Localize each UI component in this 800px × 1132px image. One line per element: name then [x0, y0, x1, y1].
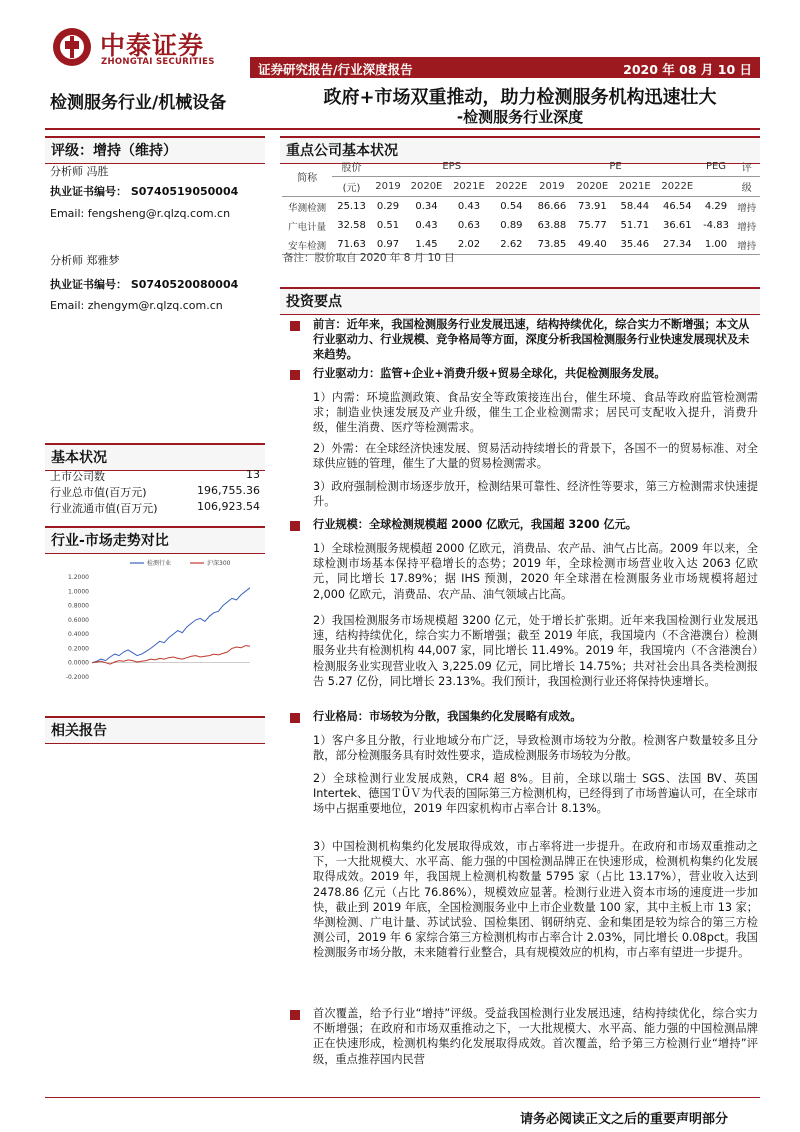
key-companies-title: 重点公司基本状况 [280, 136, 760, 164]
trend-chart [50, 555, 260, 690]
para-landscape-2: 2）全球检测行业发展成熟，CR4 超 8%。目前，全球以瑞士 SGS、法国 BV、英国 Intertek、德国ＴÜＶ为代表的国际第三方检测机构，已经得到了市场普遍认可，在全球市场中占据重要地位，2019 年四家机构市占率合计 8.13%。 [313, 772, 758, 816]
logo-text-cn: 中泰证券 [100, 31, 205, 60]
y-tick-label: 0.4000 [68, 631, 89, 639]
report-date: 2020 年 08 月 10 日 [623, 62, 752, 77]
analyst-2-email[interactable]: Email: zhengym@r.qlzq.com.cn [50, 299, 223, 312]
para-intro: 前言：近年来，我国检测服务行业发展迅速，结构持续优化，综合实力不断增强；本文从行业驱动力、行业规模、竞争格局等方面，深度分析我国检测服务行业快速发展现状及未来趋势。 [313, 318, 750, 362]
report-title: 政府+市场双重推动，助力检测服务机构迅速壮大 [323, 87, 717, 108]
para-landscape-3: 3）中国检测机构集约化发展取得成效，市占率将进一步提升。在政府和市场双重推动之下，一大批规模大、水平高、能力强的中国检测品牌正在快速形成，检测机构集约化发展取得成效。2019 年，我国规上检测机构数量 5795 家（占比 13.17%），营业收入达到 2478.86 亿元（占比 76.86%），规模效应显著。检测行业进入资本市场的速度进一步加快，截止到 2019 年底，全国检测服务业中上市企业数量 100 家，其中主板上市 13 家；华测检测、广电计量、苏试试验、国检集团、钢研纳克、金和集团是较为综合的第三方检测公司，2019 年 6 家综合第三方检测机构市占率合计 2.03%，同比增长 0.08pct。我国检测服务市场分散，未来随着行业整合，具有规模效应的机构，市占率有望进一步提升。 [313, 840, 758, 960]
report-type: 证券研究报告/行业深度报告 [258, 62, 413, 77]
col-abbr: 简称 [297, 173, 318, 184]
divider [45, 128, 760, 130]
legend-label: 检测行业 [147, 560, 172, 567]
rating-bar: 评级：增持（维持） [45, 136, 265, 164]
y-tick-label: 0.0000 [68, 659, 89, 667]
para-drivers-3: 3）政府强制检测市场逐步放开，检测结果可靠性、经济性等要求，第三方检测需求快速提升。 [313, 480, 758, 509]
para-landscape-1: 1）客户多且分散，行业地域分布广泛，导致检测市场较为分散。检测客户数量较多且分散，部分检测服务具有时效性要求，造成检测服务市场较为分散。 [313, 734, 758, 763]
industry-label: 检测服务行业/机械设备 [50, 93, 227, 113]
table-row: 华测检测 25.13 0.29 0.34 0.43 0.54 86.66 73.91 58.44 46.54 4.29 增持 [288, 201, 757, 214]
series-line [92, 588, 250, 663]
col-price: 股价 [341, 163, 362, 174]
para-scale-1: 1）全球检测服务规模超 2000 亿欧元，消费品、农产品、油气占比高。2009 年以来，全球检测市场基本保持平稳增长的态势；2019 年，全球检测市场营业收入达 2063 亿欧元，同比增长 17.89%；据 IHS 预测，2020 年全球潜在检测服务业市场规模将超过 2,000 亿欧元，消费品、农产品、油气领域占比高。 [313, 542, 758, 601]
trend-chart-title: 行业-市场走势对比 [45, 526, 265, 554]
para-rating: 首次覆盖，给予行业“增持”评级。受益我国检测行业发展迅速，结构持续优化，综合实力不断增强；在政府和市场双重推动之下，一大批规模大、水平高、能力强的中国检测品牌正在快速形成，检测机构集约化发展取得成效。首次覆盖，给予第三方检测行业“增持”评级，重点推荐国内民营 [313, 1007, 758, 1066]
investment-points-title: 投资要点 [280, 287, 760, 315]
analyst-1-email[interactable]: Email: fengsheng@r.qlzq.com.cn [50, 207, 231, 220]
table-note: 备注：股价取自 2020 年 8 月 10 日 [283, 252, 455, 264]
analyst-1-name: 分析师 冯胜 [50, 165, 109, 178]
analyst-2-name: 分析师 郑雅梦 [50, 254, 120, 267]
legend-label: 沪深300 [207, 560, 231, 567]
para-scale-2: 2）我国检测服务市场规模超 3200 亿元，处于增长扩张期。近年来我国检测行业发展迅速，结构持续优化，综合实力不断增强；截至 2019 年底，我国境内（不含港澳台）检测服务业共有检测机构 44,007 家，同比增长 11.49%。2019 年，我国境内（不含港澳台）检测服务业实现营业收入 3,225.09 亿元，同比增长 14.75%；共对社会出具各类检测报告 5.27 亿份，同比增长 23.13%。我们预计，我国检测行业还将保持快速增长。 [313, 614, 758, 688]
y-tick-label: -0.2000 [65, 674, 89, 681]
related-reports-title: 相关报告 [45, 716, 265, 744]
y-tick-label: 1.2000 [68, 574, 89, 581]
table-row: 广电计量 32.58 0.51 0.43 0.63 0.89 63.88 75.77 51.71 36.61 -4.83 增持 [288, 220, 757, 233]
col-pe: PE [533, 157, 699, 177]
y-tick-label: 1.0000 [68, 588, 89, 596]
para-drivers-1: 1）内需：环境监测政策、食品安全等政策接连出台，催生环境、食品等政府监管检测需求；制造业快速发展及产业升级，催生工企业检测需求；居民可支配收入提升，消费升级，催生消费、医疗等检测需求。 [313, 391, 758, 435]
para-drivers-2: 2）外需：在全球经济快速发展、贸易活动持续增长的背景下，各国不一的贸易标准、对全球供应链的管理，催生了大量的贸易检测需求。 [313, 442, 758, 471]
col-rating: 评 [741, 163, 752, 174]
bullet-icon [290, 713, 300, 723]
col-eps: EPS [371, 157, 533, 177]
company-logo-icon [52, 27, 92, 67]
basic-row: 行业流通市值(百万元) 106,923.54 [50, 500, 260, 515]
basic-row: 行业总市值(百万元) 196,755.36 [50, 484, 260, 499]
analyst-2-cert: 执业证书编号： S0740520080004 [50, 278, 239, 291]
y-tick-label: 0.8000 [68, 602, 89, 610]
logo-text-en: ZHONGTAI SECURITIES [101, 57, 215, 67]
companies-table: 简称 股价 EPS PE PEG 评 (元) 2019 2020E 2021E 2022E 2019 2020E 2021E 2022E 级 华测检测 25.13 0.29 0.34 0.43 0.54 86.66 73.91 58.44 46.54 4.29 增持 广电计量 32.58 0.51 0.43 0.63 0.89 63.88 75.77 51.71 36.61 -4.83 增持 安车检测 71.63 0.97 1.45 2.02 2.62 73.85 49.40 35.46 27.34 1.00 增持 [282, 157, 760, 255]
bullet-icon [290, 521, 300, 531]
bullet-icon [290, 321, 300, 331]
footer-disclaimer: 请务必阅读正文之后的重要声明部分 [520, 1112, 729, 1127]
para-landscape: 行业格局：市场较为分散，我国集约化发展略有成效。 [313, 710, 582, 723]
basic-row: 上市公司数 13 [50, 468, 260, 483]
analyst-1-cert: 执业证书编号： S0740519050004 [50, 185, 239, 198]
bullet-icon [290, 1010, 300, 1020]
bullet-icon [290, 370, 300, 380]
y-tick-label: 0.2000 [68, 645, 89, 653]
y-tick-label: 0.6000 [68, 616, 89, 624]
report-subtitle: -检测服务行业深度 [456, 108, 584, 126]
basic-status-title: 基本状况 [45, 443, 265, 471]
para-scale: 行业规模：全球检测规模超 2000 亿欧元，我国超 3200 亿元。 [313, 518, 637, 531]
report-header-bar [250, 57, 760, 78]
para-drivers: 行业驱动力：监管+企业+消费升级+贸易全球化，共促检测服务发展。 [313, 367, 666, 380]
table-row: 安车检测 71.63 0.97 1.45 2.02 2.62 73.85 49.40 35.46 27.34 1.00 增持 [282, 235, 760, 255]
footer-divider [45, 1097, 760, 1098]
col-peg: PEG [705, 161, 727, 172]
